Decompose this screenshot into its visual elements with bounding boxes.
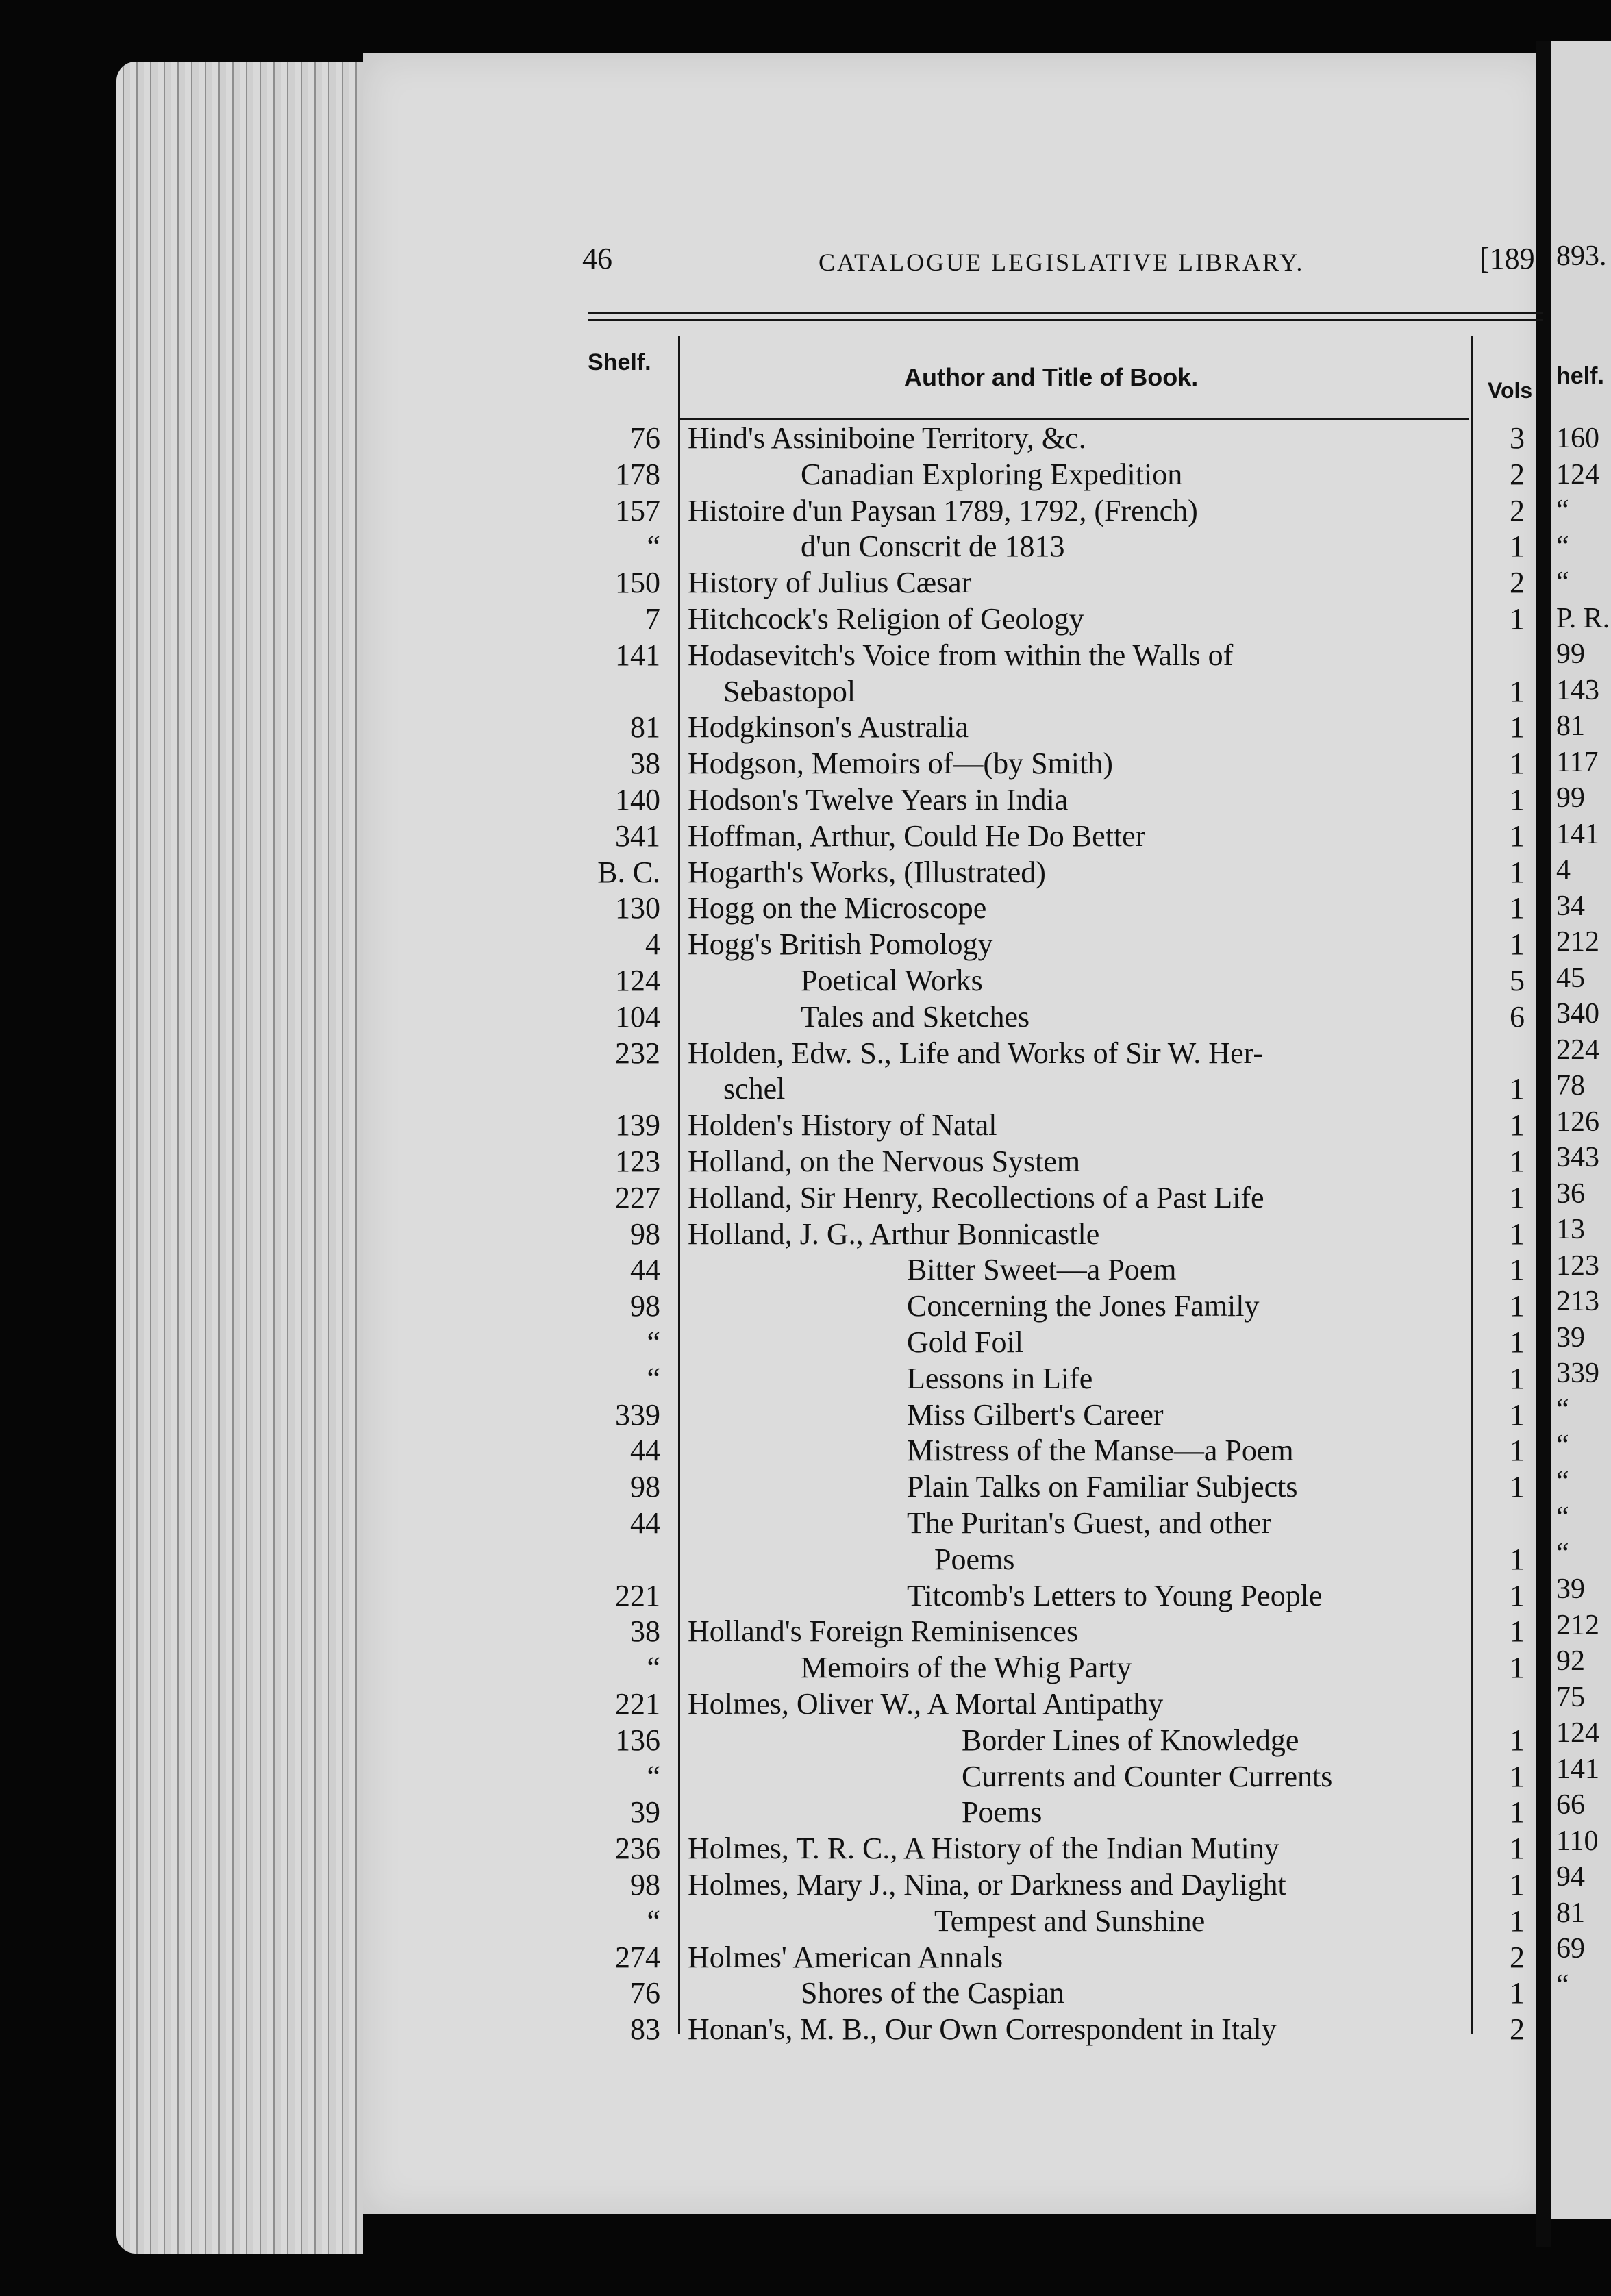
entry-title: Concerning the Jones Family	[907, 1289, 1260, 1323]
entry-title: Bitter Sweet—a Poem	[907, 1253, 1177, 1287]
facing-page-shelf-value: 141	[1556, 1753, 1599, 1785]
catalogue-entry	[0, 1724, 1611, 1757]
entry-title: Hodgkinson's Australia	[688, 710, 969, 745]
catalogue-entry	[0, 1796, 1611, 1829]
entry-title: Holland, Sir Henry, Recollections of a Past Life	[688, 1180, 1264, 1214]
facing-page-shelf-value: 117	[1556, 746, 1599, 778]
entry-title: Honan's, M. B., Our Own Correspondent in Italy	[688, 2012, 1277, 2047]
facing-page-shelf-value: “	[1556, 1969, 1569, 2001]
catalogue-entry	[0, 1507, 1611, 1540]
entry-title: Hodasevitch's Voice from within the Walls of	[688, 638, 1234, 672]
facing-page-shelf-value: “	[1556, 1393, 1569, 1425]
facing-page-shelf-value: 81	[1556, 710, 1585, 742]
catalogue-entry	[0, 422, 1611, 455]
facing-page-shelf-value: 339	[1556, 1358, 1599, 1389]
entry-title: schel	[723, 1072, 786, 1106]
catalogue-entry	[0, 495, 1611, 527]
entry-title: History of Julius Cæsar	[688, 566, 972, 600]
catalogue-entry	[0, 892, 1611, 925]
facing-page-shelf-value: 123	[1556, 1249, 1599, 1282]
catalogue-entry	[0, 1253, 1611, 1286]
header-rule-top	[588, 312, 1543, 314]
facing-page-shelf-value: 94	[1556, 1861, 1585, 1893]
entry-shelf: 104	[615, 999, 660, 1034]
entry-vols: 6	[1510, 999, 1525, 1034]
entry-shelf: 39	[630, 1795, 660, 1830]
facing-page-shelf-value: 81	[1556, 1897, 1585, 1929]
facing-page-shelf-value: 66	[1556, 1789, 1585, 1821]
entry-vols: 1	[1510, 1759, 1525, 1793]
facing-page-shelf-value: 212	[1556, 1609, 1599, 1641]
entry-title: Gold Foil	[907, 1325, 1023, 1359]
entry-vols: 2	[1510, 457, 1525, 491]
facing-page-shelf-value: 212	[1556, 926, 1599, 958]
page-number: 46	[582, 242, 612, 275]
entry-vols: 1	[1510, 747, 1525, 781]
facing-page-shelf-value: “	[1556, 566, 1569, 598]
facing-page-shelf-value: 160	[1556, 423, 1599, 454]
entry-shelf: 140	[615, 783, 660, 816]
catalogue-entry	[0, 530, 1611, 563]
entry-vols: 1	[1510, 1868, 1525, 1901]
catalogue-entry	[0, 603, 1611, 636]
entry-vols: 1	[1510, 1325, 1525, 1359]
facing-page-shelf-value: “	[1556, 495, 1569, 526]
facing-page-shelf-value: 124	[1556, 458, 1599, 490]
entry-vols: 1	[1510, 1976, 1525, 2010]
header-rule-inner	[588, 319, 1543, 321]
catalogue-entry	[0, 675, 1611, 708]
entry-shelf: 38	[630, 1614, 660, 1649]
entry-shelf: 98	[630, 1470, 660, 1504]
catalogue-entry	[0, 1977, 1611, 2010]
catalogue-entry	[0, 566, 1611, 599]
facing-page-shelf-value: 141	[1556, 818, 1599, 850]
entry-vols: 1	[1510, 891, 1525, 925]
catalogue-entry	[0, 747, 1611, 780]
entry-shelf: 83	[630, 2012, 660, 2047]
entry-shelf: 44	[630, 1253, 660, 1287]
entry-shelf: 98	[630, 1216, 660, 1251]
entry-title: Tales and Sketches	[801, 999, 1030, 1034]
entry-title: Border Lines of Knowledge	[962, 1723, 1299, 1757]
entry-vols: 1	[1510, 1832, 1525, 1866]
catalogue-entry	[0, 1073, 1611, 1106]
shelf-column-header: Shelf.	[588, 349, 651, 375]
entry-title: Hogarth's Works, (Illustrated)	[688, 855, 1046, 889]
entry-title: Shores of the Caspian	[801, 1976, 1064, 2010]
facing-page-shelf-value: P. R.	[1556, 602, 1610, 634]
catalogue-entry	[0, 1182, 1611, 1214]
entry-shelf: 38	[630, 747, 660, 781]
entry-title: Hodgson, Memoirs of—(by Smith)	[688, 747, 1113, 781]
entry-shelf: 123	[615, 1145, 660, 1178]
entry-title: Memoirs of the Whig Party	[801, 1651, 1132, 1685]
entry-shelf: “	[647, 1904, 660, 1938]
entry-title: Poetical Works	[801, 964, 983, 997]
catalogue-entry	[0, 1651, 1611, 1684]
entry-vols: 1	[1510, 1651, 1525, 1685]
catalogue-entry	[0, 639, 1611, 672]
date-fragment: [189	[1479, 242, 1535, 275]
entry-title: Lessons in Life	[907, 1361, 1093, 1395]
facing-page-shelf-value: 34	[1556, 890, 1585, 922]
catalogue-entry	[0, 2013, 1611, 2046]
facing-page-shelf-value: 78	[1556, 1070, 1585, 1101]
catalogue-entry	[0, 964, 1611, 997]
entry-title: Holland, J. G., Arthur Bonnicastle	[688, 1216, 1100, 1251]
catalogue-entry	[0, 1760, 1611, 1793]
facing-page-shelf-value: 213	[1556, 1286, 1599, 1317]
entry-shelf: 236	[615, 1832, 660, 1866]
catalogue-entry	[0, 1615, 1611, 1648]
facing-page-shelf-value: 124	[1556, 1717, 1599, 1749]
running-title: CATALOGUE LEGISLATIVE LIBRARY.	[819, 249, 1305, 276]
entry-shelf: 150	[615, 566, 660, 600]
catalogue-entry	[0, 784, 1611, 816]
facing-page-shelf-value: 110	[1556, 1825, 1599, 1857]
facing-page-shelf-value: 69	[1556, 1933, 1585, 1964]
catalogue-entry	[0, 458, 1611, 491]
entry-shelf: “	[647, 1361, 660, 1395]
entry-title: Histoire d'un Paysan 1789, 1792, (French)	[688, 493, 1198, 527]
entry-shelf: 141	[615, 638, 660, 672]
entry-title: Poems	[962, 1795, 1042, 1830]
entry-title: Holden, Edw. S., Life and Works of Sir W. Her-	[688, 1036, 1264, 1070]
entry-shelf: 221	[615, 1578, 660, 1612]
entry-shelf: 221	[615, 1687, 660, 1721]
entry-vols: 1	[1510, 1614, 1525, 1649]
entry-title: Currents and Counter Currents	[962, 1759, 1333, 1793]
entry-vols: 1	[1510, 710, 1525, 745]
entry-shelf: 7	[645, 602, 660, 636]
entry-shelf: 4	[645, 927, 660, 962]
entry-vols: 2	[1510, 1940, 1525, 1974]
entry-title: Miss Gilbert's Career	[907, 1397, 1164, 1432]
entry-vols: 1	[1510, 1289, 1525, 1323]
entry-title: Holmes, Mary J., Nina, or Darkness and Daylight	[688, 1868, 1286, 1901]
entry-vols: 3	[1510, 421, 1525, 455]
facing-page-shelf-value: 92	[1556, 1645, 1585, 1677]
entry-vols: 1	[1510, 1723, 1525, 1757]
facing-page-shelf-value: 99	[1556, 782, 1585, 814]
entry-vols: 1	[1510, 1578, 1525, 1612]
entry-title: Holmes' American Annals	[688, 1940, 1003, 1974]
facing-page-shelf-value: “	[1556, 530, 1569, 562]
catalogue-entry	[0, 928, 1611, 961]
facing-page-shelf-value: “	[1556, 1465, 1569, 1497]
entry-vols: 1	[1510, 1253, 1525, 1287]
entry-shelf: 178	[615, 457, 660, 491]
facing-page-shelf-value: 340	[1556, 998, 1599, 1030]
catalogue-entry	[0, 1832, 1611, 1865]
facing-page-header: 893.	[1556, 240, 1607, 272]
catalogue-entry	[0, 1218, 1611, 1251]
entry-title: Holmes, Oliver W., A Mortal Antipathy	[688, 1687, 1164, 1721]
column-header-rule	[678, 418, 1469, 420]
catalogue-entry	[0, 1109, 1611, 1142]
vols-column-header: Vols	[1488, 378, 1533, 403]
entry-shelf: 139	[615, 1108, 660, 1143]
entry-shelf: 98	[630, 1289, 660, 1323]
entry-title: Plain Talks on Familiar Subjects	[907, 1470, 1298, 1504]
entry-vols: 1	[1510, 1216, 1525, 1251]
entry-vols: 1	[1510, 1542, 1525, 1576]
entry-vols: 5	[1510, 964, 1525, 997]
entry-title: Holland, on the Nervous System	[688, 1145, 1081, 1178]
entry-shelf: 157	[615, 493, 660, 527]
entry-vols: 1	[1510, 1470, 1525, 1504]
entry-vols: 1	[1510, 819, 1525, 853]
entry-shelf: 341	[615, 819, 660, 853]
entry-shelf: B. C.	[597, 855, 660, 889]
entry-title: Hogg on the Microscope	[688, 891, 987, 925]
entry-vols: 1	[1510, 1361, 1525, 1395]
entry-shelf: 44	[630, 1506, 660, 1540]
entry-vols: 1	[1510, 529, 1525, 564]
entry-title: Holden's History of Natal	[688, 1108, 997, 1143]
entry-shelf: 227	[615, 1180, 660, 1214]
entry-title: Holmes, T. R. C., A History of the Indian Mutiny	[688, 1832, 1279, 1866]
entry-vols: 1	[1510, 927, 1525, 962]
entry-vols: 1	[1510, 1397, 1525, 1432]
catalogue-entry	[0, 856, 1611, 889]
facing-page-shelf-value: “	[1556, 1430, 1569, 1461]
entry-title: Tempest and Sunshine	[934, 1904, 1206, 1938]
entry-title: Mistress of the Manse—a Poem	[907, 1434, 1294, 1468]
entry-shelf: “	[647, 1759, 660, 1793]
facing-page-shelf-value: 343	[1556, 1142, 1599, 1173]
catalogue-entry	[0, 1399, 1611, 1432]
facing-page-shelf-value: 39	[1556, 1321, 1585, 1353]
entry-shelf: 98	[630, 1868, 660, 1901]
entry-title: Hoffman, Arthur, Could He Do Better	[688, 819, 1146, 853]
entry-vols: 2	[1510, 2012, 1525, 2047]
catalogue-entry	[0, 1001, 1611, 1034]
entry-title: Titcomb's Letters to Young People	[907, 1578, 1323, 1612]
entry-vols: 2	[1510, 493, 1525, 527]
entry-title: Poems	[934, 1542, 1015, 1576]
facing-page-column-header: helf.	[1556, 363, 1604, 389]
catalogue-entry	[0, 711, 1611, 744]
entry-shelf: 81	[630, 710, 660, 745]
catalogue-entry	[0, 1941, 1611, 1974]
catalogue-entry	[0, 1580, 1611, 1612]
facing-page-shelf-value: 36	[1556, 1177, 1585, 1210]
entry-shelf: 274	[615, 1940, 660, 1974]
entry-shelf: 76	[630, 421, 660, 455]
entry-shelf: 76	[630, 1976, 660, 2010]
facing-page-shelf-value: 126	[1556, 1106, 1599, 1138]
entry-vols: 1	[1510, 1108, 1525, 1143]
entry-vols: 1	[1510, 1904, 1525, 1938]
catalogue-entry	[0, 1905, 1611, 1938]
facing-page-shelf-value: 4	[1556, 854, 1571, 886]
catalogue-entry	[0, 1688, 1611, 1721]
entry-title: Canadian Exploring Expedition	[801, 457, 1183, 491]
catalogue-entry	[0, 1326, 1611, 1359]
facing-page-shelf-value: 224	[1556, 1034, 1599, 1066]
catalogue-entry	[0, 1471, 1611, 1503]
facing-page-shelf-value: 39	[1556, 1573, 1585, 1605]
entry-shelf: 44	[630, 1434, 660, 1468]
entry-shelf: 124	[615, 964, 660, 997]
entry-vols: 1	[1510, 1180, 1525, 1214]
facing-page-shelf-value: 45	[1556, 962, 1585, 994]
facing-page-shelf-value: 143	[1556, 674, 1599, 706]
catalogue-entry	[0, 1145, 1611, 1178]
entry-shelf: 130	[615, 891, 660, 925]
facing-page-shelf-value: “	[1556, 1537, 1569, 1569]
entry-vols: 2	[1510, 566, 1525, 600]
entry-vols: 1	[1510, 1795, 1525, 1830]
entry-title: Hogg's British Pomology	[688, 927, 993, 962]
entry-shelf: “	[647, 1325, 660, 1359]
entry-title: Hind's Assiniboine Territory, &c.	[688, 421, 1086, 455]
entry-vols: 1	[1510, 1145, 1525, 1178]
catalogue-entry	[0, 820, 1611, 853]
catalogue-entry	[0, 1362, 1611, 1395]
catalogue-entry	[0, 1037, 1611, 1070]
entry-vols: 1	[1510, 1072, 1525, 1106]
entry-title: Holland's Foreign Reminisences	[688, 1614, 1079, 1649]
entry-shelf: 136	[615, 1723, 660, 1757]
entry-title: The Puritan's Guest, and other	[907, 1506, 1272, 1540]
entry-shelf: 232	[615, 1036, 660, 1070]
facing-page-shelf-value: 75	[1556, 1681, 1585, 1713]
entry-vols: 1	[1510, 783, 1525, 816]
entry-title: Sebastopol	[723, 674, 856, 708]
catalogue-entry	[0, 1290, 1611, 1323]
entry-shelf: “	[647, 529, 660, 564]
catalogue-entry	[0, 1869, 1611, 1901]
catalogue-entry	[0, 1543, 1611, 1576]
entry-shelf: “	[647, 1651, 660, 1685]
facing-page-shelf-value: 13	[1556, 1214, 1585, 1245]
facing-page-shelf-value: 99	[1556, 638, 1585, 670]
entry-vols: 1	[1510, 855, 1525, 889]
catalogue-entry	[0, 1434, 1611, 1467]
entry-vols: 1	[1510, 674, 1525, 708]
entry-vols: 1	[1510, 602, 1525, 636]
entry-shelf: 339	[615, 1397, 660, 1432]
entry-vols: 1	[1510, 1434, 1525, 1468]
entry-title: Hitchcock's Religion of Geology	[688, 602, 1084, 636]
facing-page-shelf-value: “	[1556, 1501, 1569, 1533]
entry-title: d'un Conscrit de 1813	[801, 529, 1065, 564]
author-title-column-header: Author and Title of Book.	[904, 363, 1199, 391]
entry-title: Hodson's Twelve Years in India	[688, 783, 1069, 816]
